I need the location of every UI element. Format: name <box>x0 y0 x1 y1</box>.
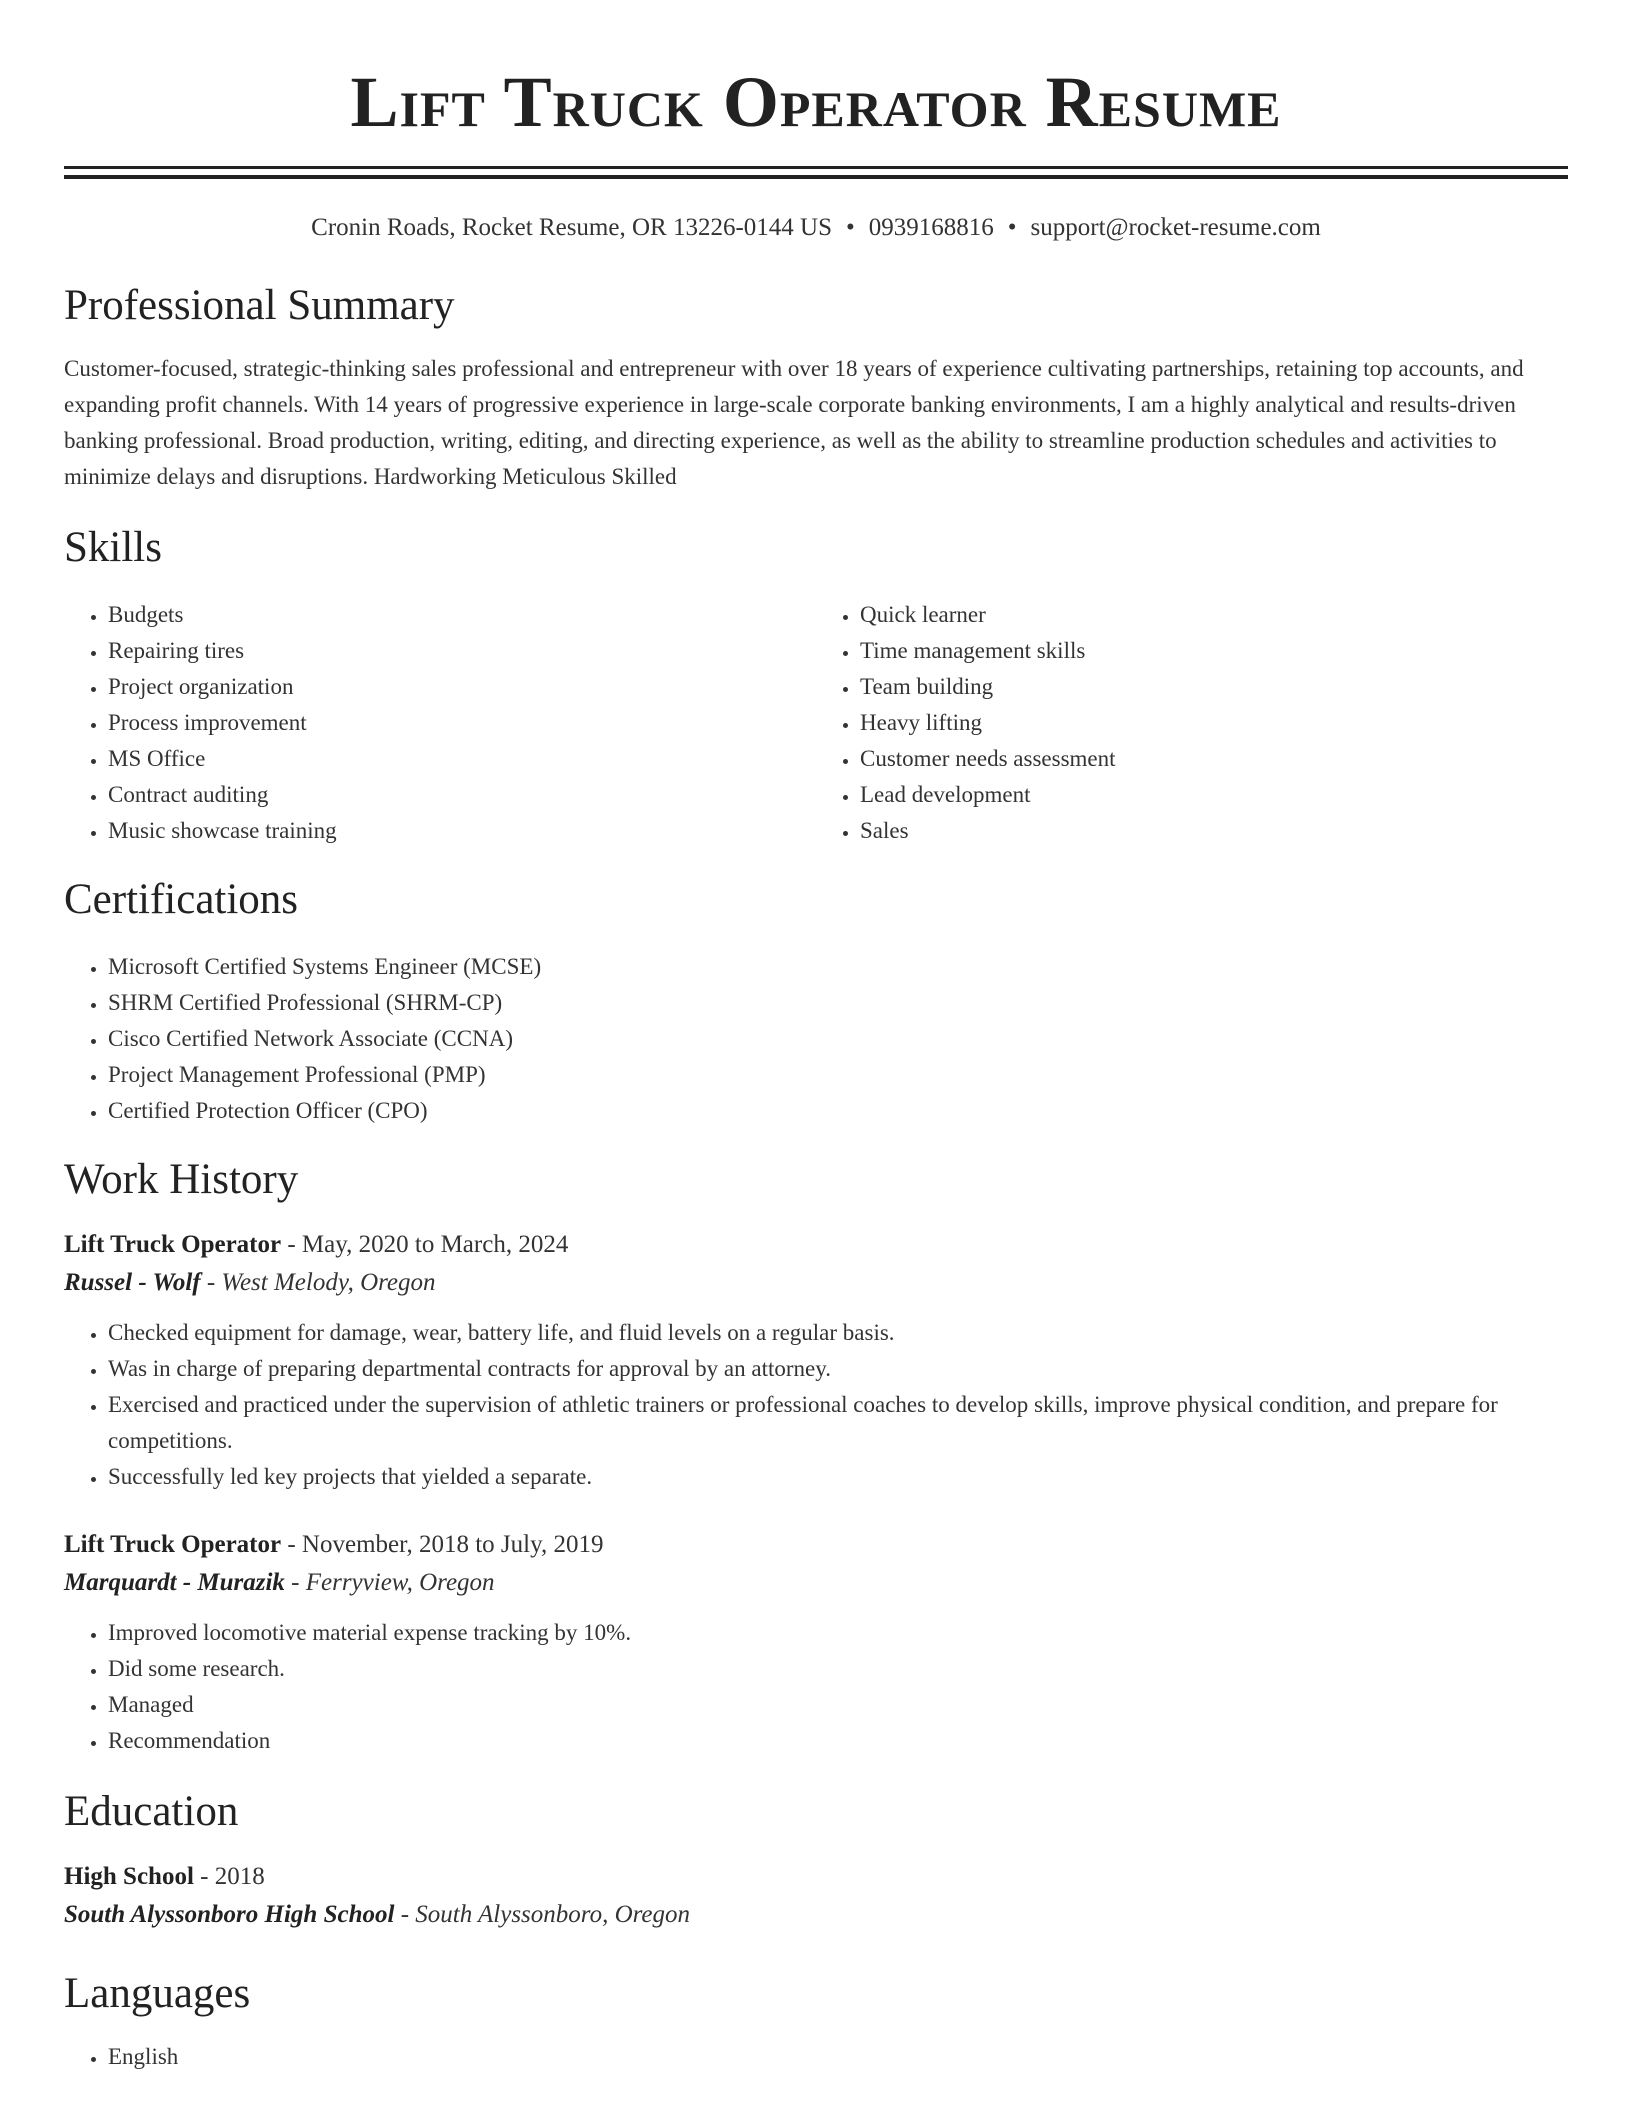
job-duties-list <box>64 1315 1568 1495</box>
job-title-line <box>64 1227 1568 1263</box>
skill-item: • Time management skills <box>860 633 1568 669</box>
title-divider-bottom <box>64 175 1568 179</box>
job-duty-item: • Was in charge of preparing departmental contracts for approval by an attorney. <box>108 1351 1568 1387</box>
skill-item: • Sales <box>860 813 1568 849</box>
contact-separator: • <box>846 214 855 241</box>
skill-item: • Lead development <box>860 777 1568 813</box>
job-duty-item: • Successfully led key projects that yielded a separate. <box>108 1459 1568 1495</box>
certifications-list <box>64 949 1568 1129</box>
certification-item: • Cisco Certified Network Associate (CCNA) <box>108 1021 1568 1057</box>
job-company: Russel - Wolf <box>64 1269 201 1296</box>
skill-item: • MS Office <box>108 741 816 777</box>
languages-heading: Languages <box>64 1970 251 2017</box>
skill-item: • Music showcase training <box>108 813 816 849</box>
contact-separator: • <box>1007 214 1017 241</box>
skills-heading: Skills <box>64 524 162 571</box>
title-divider-top <box>64 166 1568 169</box>
skill-item: • Repairing tires <box>108 633 816 669</box>
job-duty-item: • Managed <box>108 1687 1568 1723</box>
certification-item: • Project Management Professional (PMP) <box>108 1057 1568 1093</box>
language-item: • English <box>108 2039 1568 2075</box>
contact-phone: 0939168816 <box>868 214 994 241</box>
job-company-line <box>64 1263 1568 1303</box>
job-company: Marquardt - Murazik <box>64 1569 285 1596</box>
skill-item: • Project organization <box>108 669 816 705</box>
job-duty-item: • Did some research. <box>108 1651 1568 1687</box>
contact-line <box>64 213 1568 243</box>
summary-heading: Professional Summary <box>64 282 455 329</box>
skill-item: • Quick learner <box>860 597 1568 633</box>
skills-list-right <box>816 597 1568 849</box>
resume-page <box>64 0 1568 2075</box>
skill-item: • Customer needs assessment <box>860 741 1568 777</box>
languages-list <box>64 2039 1568 2075</box>
skill-item: • Heavy lifting <box>860 705 1568 741</box>
skill-item: • Team building <box>860 669 1568 705</box>
education-location: - South Alyssonboro, Oregon <box>394 1901 691 1928</box>
job-duty-item: • Exercised and practiced under the supervision of athletic trainers or professional coaches to develop skills, improve physical condition, and prepare for competitions. <box>108 1387 1568 1459</box>
skills-columns <box>64 597 1568 849</box>
job-duty-item: • Checked equipment for damage, wear, battery life, and fluid levels on a regular basis. <box>108 1315 1568 1351</box>
education-heading: Education <box>64 1788 239 1835</box>
job-company-line <box>64 1563 1568 1603</box>
skills-list-left <box>64 597 816 849</box>
job-dates: - May, 2020 to March, 2024 <box>281 1231 569 1258</box>
work-history-heading: Work History <box>64 1156 299 1203</box>
job-duties-list <box>64 1615 1568 1759</box>
job-duty-item: • Recommendation <box>108 1723 1568 1759</box>
job-dates: - November, 2018 to July, 2019 <box>281 1531 604 1558</box>
education-year: - 2018 <box>193 1863 265 1890</box>
skill-item: • Process improvement <box>108 705 816 741</box>
job-location: - West Melody, Oregon <box>200 1269 436 1296</box>
job-duty-item: • Improved locomotive material expense tracking by 10%. <box>108 1615 1568 1651</box>
resume-title: Lift Truck Operator Resume <box>350 62 1282 142</box>
summary-text: Customer-focused, strategic-thinking sales professional and entrepreneur with over 18 years of experience cultivating partnerships, retaining top accounts, and expanding profit channels. With 14 years of progressive experience in large-scale corporate banking environments, I am a highly analytical and results-driven banking professional. Broad production, writing, editing, and directing experience, as well as the ability to streamline production schedules and activities to minimize delays and disruptions. Hardworking Meticulous Skilled <box>64 356 1524 489</box>
skill-item: • Budgets <box>108 597 816 633</box>
education-degree-line <box>64 1859 1568 1895</box>
contact-email: support@rocket-resume.com <box>1030 214 1321 241</box>
certifications-heading: Certifications <box>64 876 299 923</box>
job-title-line <box>64 1527 1568 1563</box>
skill-item: • Contract auditing <box>108 777 816 813</box>
certification-item: • SHRM Certified Professional (SHRM-CP) <box>108 985 1568 1021</box>
education-school-line <box>64 1895 1568 1935</box>
contact-address: Cronin Roads, Rocket Resume, OR 13226-0144 US <box>311 214 832 241</box>
education-school: South Alyssonboro High School <box>64 1901 395 1928</box>
education-degree: High School <box>64 1863 194 1890</box>
job-location: - Ferryview, Oregon <box>284 1569 495 1596</box>
job-title: Lift Truck Operator <box>64 1531 282 1558</box>
certification-item: • Microsoft Certified Systems Engineer (MCSE) <box>108 949 1568 985</box>
certification-item: • Certified Protection Officer (CPO) <box>108 1093 1568 1129</box>
job-title: Lift Truck Operator <box>64 1231 282 1258</box>
